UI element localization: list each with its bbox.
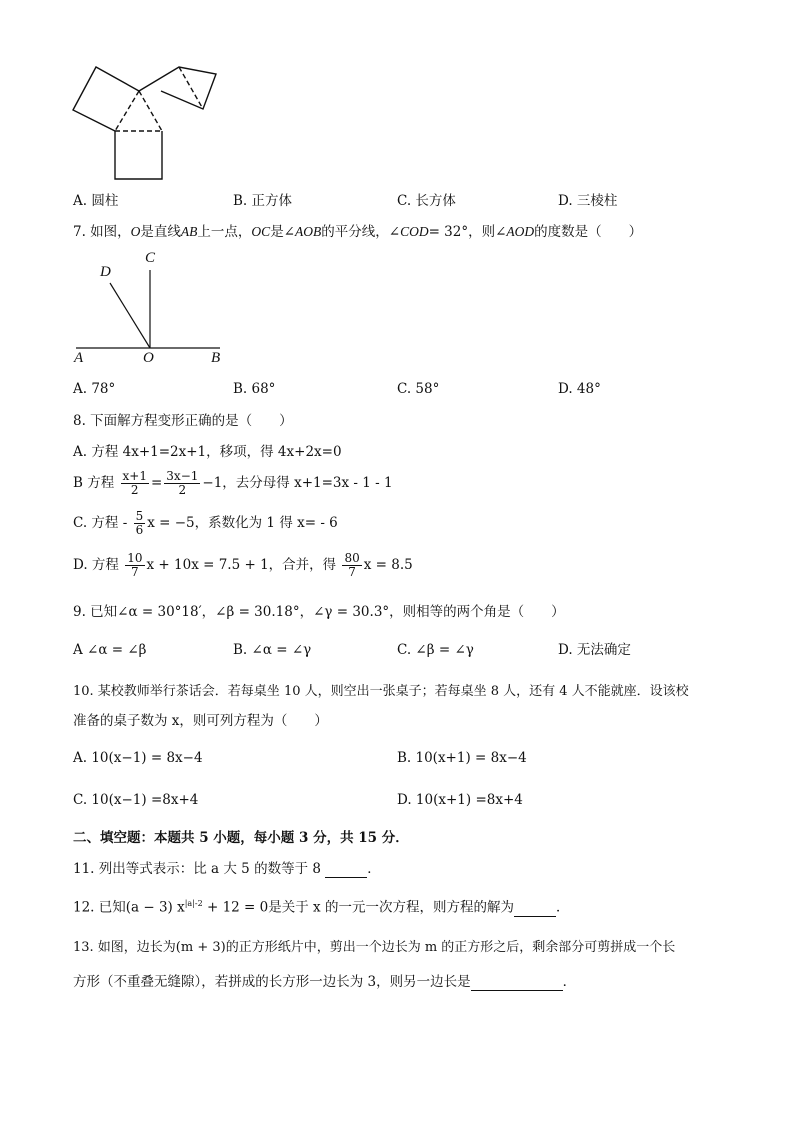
- answer-blank[interactable]: [471, 976, 563, 991]
- q6-option-b: B. 正方体: [233, 193, 293, 209]
- q8-option-c: C. 方程 - $\frac{5}{6}$ x = −5，系数化为 1 得 x= - 6: [73, 509, 338, 537]
- q13-line1: 13. 如图，边长为(m + 3)的正方形纸片中，剪出一个边长为 m 的正方形之后，剩余部分可剪拼成一个长: [73, 940, 676, 955]
- section-heading: 二、填空题：本题共 5 小题，每小题 3 分，共 15 分．: [73, 830, 409, 846]
- answer-blank[interactable]: [325, 863, 367, 878]
- q10-stem-line2: 准备的桌子数为 x，则可列方程为（ ）: [73, 713, 328, 729]
- q10-option-b: B. 10(x+1) = 8x−4: [397, 750, 527, 766]
- angle-figure-lines: [76, 270, 220, 348]
- q10-option-a: A. 10(x−1) = 8x−4: [73, 750, 203, 766]
- q10-option-d: D. 10(x+1) =8x+4: [397, 792, 523, 808]
- label-a: A: [74, 350, 84, 366]
- q8-stem: 8. 下面解方程变形正确的是（ ）: [73, 413, 293, 429]
- answer-blank[interactable]: [514, 902, 556, 917]
- fraction: $\frac{5}{6}$: [135, 509, 144, 537]
- q6-option-d: D. 三棱柱: [558, 193, 618, 209]
- q13-line2: 方形（不重叠无缝隙），若拼成的长方形一边长为 3，则另一边长是 ．: [73, 974, 577, 990]
- q9-option-b: B. ∠α = ∠γ: [233, 642, 312, 658]
- q7-option-b: B. 68°: [233, 381, 276, 397]
- q9-option-c: C. ∠β = ∠γ: [397, 642, 474, 658]
- q7-stem: 7. 如图，O是直线AB上一点，OC是∠AOB的平分线，∠COD= 32°，则∠AOD的度数是（ ）: [73, 224, 643, 240]
- q8-option-d: D. 方程 $\frac{10}{7}$ x + 10x = 7.5 + 1，合并，得 $\frac{80}{7}$ x = 8.5: [73, 551, 413, 579]
- q12: 12. 已知(a − 3) $x^{|a|-2} + 12 = 0$是关于 x 的一元一次方程，则方程的解为 ．: [73, 899, 570, 916]
- q7-option-a: A. 78°: [73, 381, 116, 397]
- fraction: $\frac{x+1}{2}$: [122, 469, 147, 497]
- fraction: $\frac{3x-1}{2}$: [166, 469, 199, 497]
- q10-stem-line1: 10. 某校教师举行茶话会．若每桌坐 10 人，则空出一张桌子；若每桌坐 8 人，还有 4 人不能就座．设该校: [73, 684, 689, 699]
- q6-option-c: C. 长方体: [397, 193, 456, 209]
- label-o: O: [143, 350, 154, 366]
- q7-option-d: D. 48°: [558, 381, 601, 397]
- fraction: $\frac{80}{7}$: [344, 551, 360, 579]
- label-d: D: [100, 264, 111, 280]
- label-b: B: [211, 350, 221, 366]
- label-c: C: [145, 250, 156, 266]
- q6-option-a: A. 圆柱: [73, 193, 119, 209]
- q10-option-c: C. 10(x−1) =8x+4: [73, 792, 199, 808]
- q11: 11. 列出等式表示：比 a 大 5 的数等于 8 ．: [73, 861, 381, 877]
- q8-option-b: B 方程 $\frac{x+1}{2}$ = $\frac{3x-1}{2}$ −1，去分母得 x+1=3x - 1 - 1: [73, 469, 393, 497]
- q9-option-a: A ∠α = ∠β: [73, 642, 147, 658]
- q8-option-a: A. 方程 4x+1=2x+1，移项，得 4x+2x=0: [73, 444, 342, 460]
- q7-option-c: C. 58°: [397, 381, 440, 397]
- q9-option-d: D. 无法确定: [558, 642, 631, 658]
- q9-stem: 9. 已知∠α = 30°18′，∠β = 30.18°，∠γ = 30.3°，则相等的两个角是（ ）: [73, 604, 565, 620]
- fraction: $\frac{10}{7}$: [127, 551, 143, 579]
